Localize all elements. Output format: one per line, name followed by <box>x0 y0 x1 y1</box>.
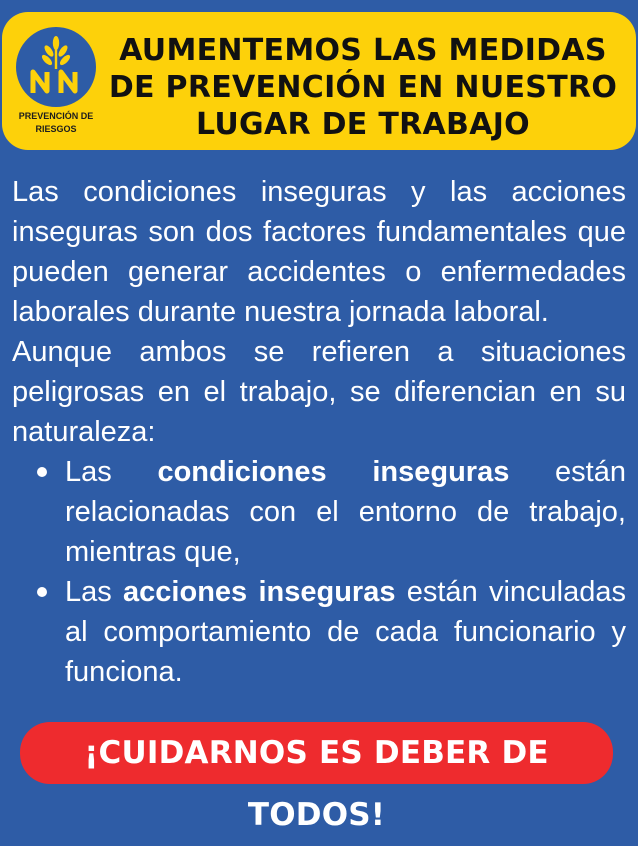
bullet-bold-term: acciones inseguras <box>123 576 396 608</box>
logo <box>16 27 96 107</box>
bullet-prefix: Las <box>65 456 158 488</box>
bullet-icon <box>37 467 47 477</box>
page-title: AUMENTEMOS LAS MEDIDAS DE PREVENCIÓN EN NUESTRO LUGAR DE TRABAJO <box>108 33 618 142</box>
bullet-prefix: Las <box>65 576 124 608</box>
bullet-suffix: están vinculadas al comportamiento de cada funcionario y funciona. <box>65 576 626 688</box>
bullet-icon <box>37 587 47 597</box>
intro-paragraph: Las condiciones inseguras y las acciones inseguras son dos factores fundamentales que pueden generar accidentes o enfermedades laborales durante nuestra jornada laboral. <box>12 176 626 328</box>
list-item <box>65 572 626 692</box>
list-item <box>65 452 626 572</box>
second-paragraph: Aunque ambos se refieren a situaciones peligrosas en el trabajo, se diferencian en su naturaleza: <box>12 336 626 448</box>
header-banner <box>2 12 636 150</box>
bullet-list <box>12 452 626 692</box>
bullet-bold-term: condiciones inseguras <box>157 456 510 488</box>
logo-caption: PREVENCIÓN DE RIESGOS <box>18 111 94 134</box>
wheat-nn-logo-icon <box>16 27 96 107</box>
slogan-banner: ¡CUIDARNOS ES DEBER DE TODOS! <box>20 722 613 784</box>
main-content <box>12 172 626 692</box>
bullet-suffix: están relacionadas con el entorno de trabajo, mientras que, <box>65 456 626 568</box>
